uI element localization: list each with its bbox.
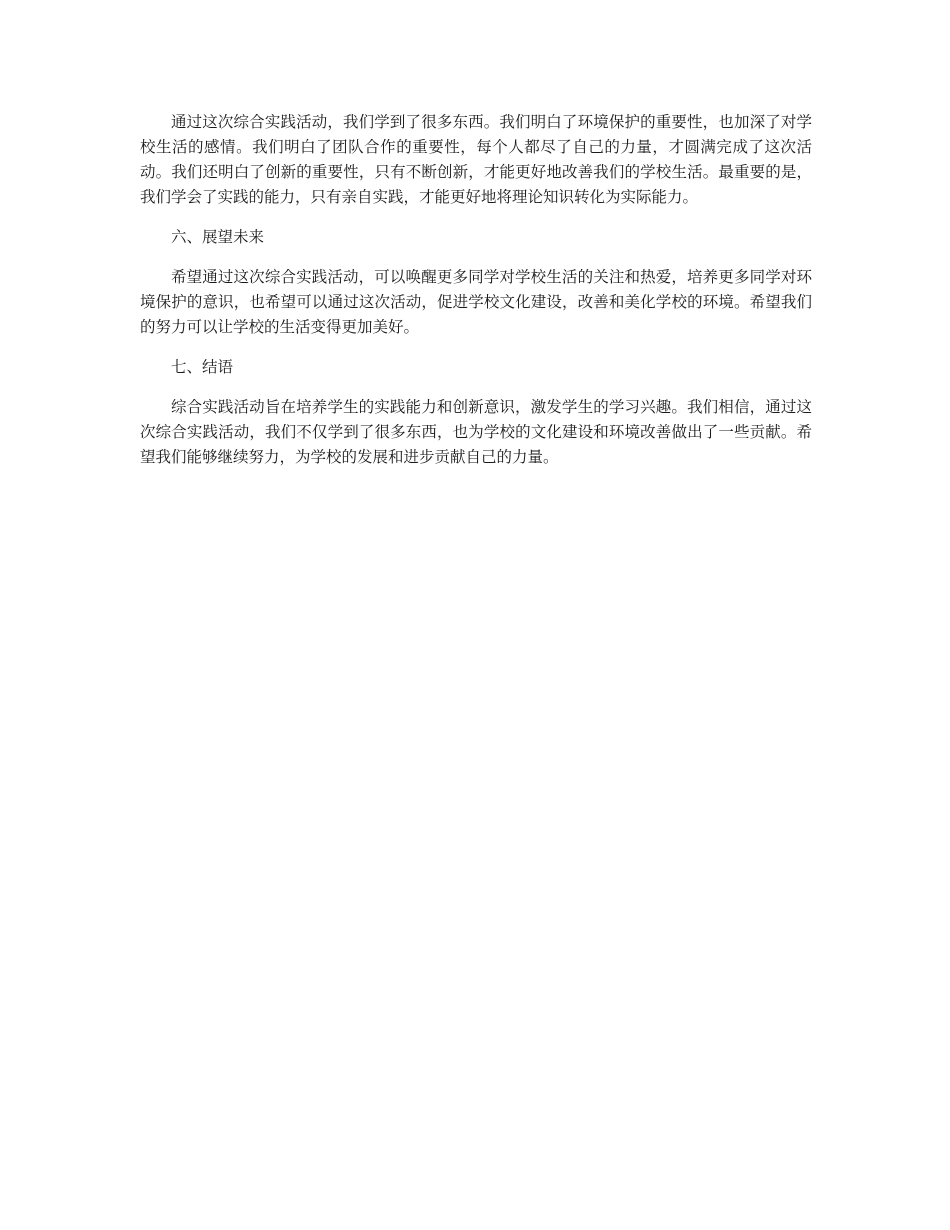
document-body <box>140 110 812 485</box>
paragraph-reflection: 通过这次综合实践活动，我们学到了很多东西。我们明白了环境保护的重要性，也加深了对学校生活的感情。我们明白了团队合作的重要性，每个人都尽了自己的力量，才圆满完成了这次活动。我们还明白了创新的重要性，只有不断创新，才能更好地改善我们的学校生活。最重要的是，我们学会了实践的能力，只有亲自实践，才能更好地将理论知识转化为实际能力。 <box>140 113 812 206</box>
paragraph-conclusion: 综合实践活动旨在培养学生的实践能力和创新意识，激发学生的学习兴趣。我们相信，通过这次综合实践活动，我们不仅学到了很多东西，也为学校的文化建设和环境改善做出了一些贡献。希望我们能够继续努力，为学校的发展和进步贡献自己的力量。 <box>140 398 812 466</box>
paragraph-outlook: 希望通过这次综合实践活动，可以唤醒更多同学对学校生活的关注和热爱，培养更多同学对环境保护的意识，也希望可以通过这次活动，促进学校文化建设，改善和美化学校的环境。希望我们的努力可以让学校的生活变得更加美好。 <box>140 268 812 336</box>
section-heading-outlook: 六、展望未来 <box>171 228 265 246</box>
section-heading-conclusion: 七、结语 <box>171 358 234 376</box>
